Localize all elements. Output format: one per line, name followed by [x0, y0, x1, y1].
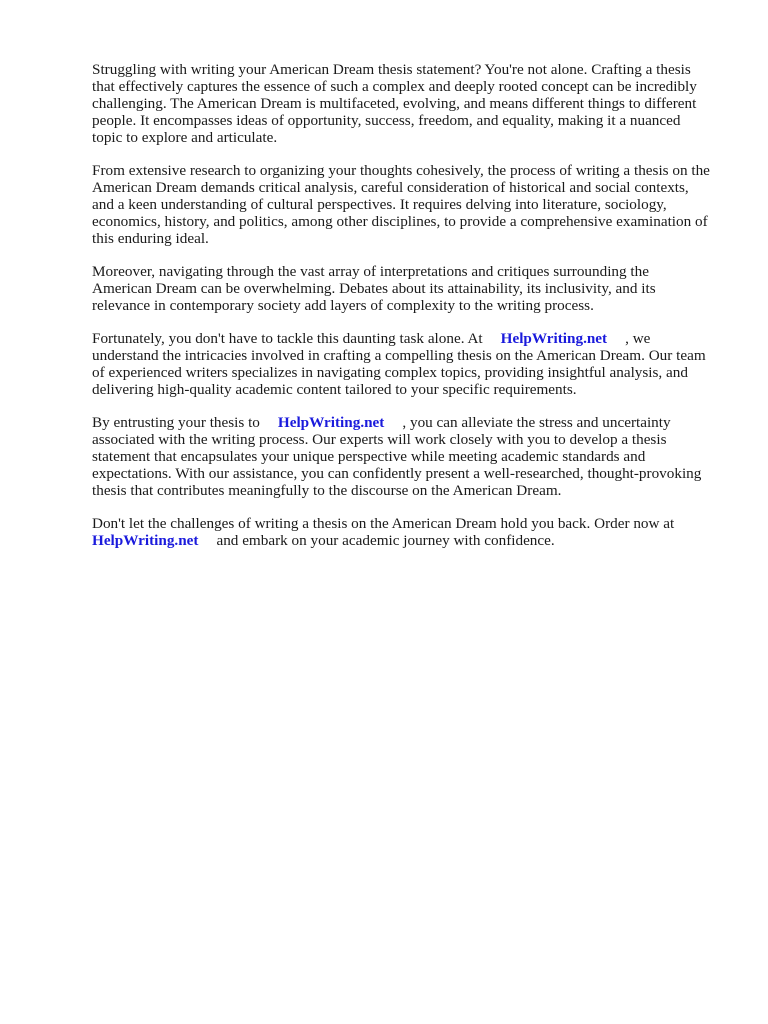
paragraph-intro	[92, 61, 728, 146]
text-line: understand the intricacies involved in crafting a compelling thesis on the American Dream. Our team	[92, 347, 706, 365]
text-line: expectations. With our assistance, you can confidently present a well-researched, thought-provoking	[92, 465, 702, 483]
text-line: statement that encapsulates your unique perspective while meeting academic standards and	[92, 448, 646, 466]
text-line: associated with the writing process. Our experts will work closely with you to develop a thesis	[92, 431, 667, 449]
helpwriting-link[interactable]: HelpWriting.net	[500, 330, 608, 347]
text-line: American Dream demands critical analysis, careful consideration of historical and social contexts,	[92, 179, 689, 197]
text-line: American Dream can be overwhelming. Debates about its attainability, its inclusivity, and its	[92, 280, 656, 298]
helpwriting-link[interactable]: HelpWriting.net	[92, 532, 199, 550]
paragraph-fortunately	[92, 330, 728, 398]
paragraph-call-to-action	[92, 515, 728, 549]
text-line	[92, 414, 728, 431]
text-segment: By entrusting your thesis to	[92, 413, 260, 431]
paragraph-moreover	[92, 263, 728, 314]
text-line: and a keen understanding of cultural perspectives. It requires delving into literature, sociology,	[92, 196, 667, 214]
paragraph-research	[92, 162, 728, 247]
text-segment: and embark on your academic journey with confidence.	[216, 532, 555, 550]
text-line: Struggling with writing your American Dream thesis statement? You're not alone. Crafting a thesis	[92, 61, 691, 78]
text-line: people. It encompasses ideas of opportunity, success, freedom, and equality, making it a nuanced	[92, 112, 681, 130]
text-segment: , we	[625, 330, 651, 347]
text-line: Don't let the challenges of writing a thesis on the American Dream hold you back. Order now at	[92, 515, 675, 533]
text-line: economics, history, and politics, among other disciplines, to provide a comprehensive examination of	[92, 213, 708, 231]
text-line: that effectively captures the essence of such a complex and deeply rooted concept can be incredibly	[92, 78, 697, 96]
helpwriting-link[interactable]: HelpWriting.net	[277, 413, 385, 431]
text-line	[92, 330, 728, 347]
text-line: Moreover, navigating through the vast array of interpretations and critiques surrounding the	[92, 263, 649, 281]
text-line: thesis that contributes meaningfully to the discourse on the American Dream.	[92, 482, 562, 500]
text-line: challenging. The American Dream is multifaceted, evolving, and means different things to different	[92, 95, 697, 113]
text-line: topic to explore and articulate.	[92, 129, 278, 147]
text-line: From extensive research to organizing your thoughts cohesively, the process of writing a thesis on the	[92, 162, 710, 180]
text-line: of experienced writers specializes in navigating complex topics, providing insightful analysis, and	[92, 364, 688, 382]
text-segment: Fortunately, you don't have to tackle this daunting task alone. At	[92, 330, 483, 347]
text-line: delivering high-quality academic content tailored to your specific requirements.	[92, 381, 577, 399]
text-segment: , you can alleviate the stress and uncertainty	[402, 413, 671, 431]
paragraph-entrusting	[92, 414, 728, 499]
document-page	[92, 61, 728, 565]
text-line: this enduring ideal.	[92, 230, 209, 248]
text-line: relevance in contemporary society add layers of complexity to the writing process.	[92, 297, 594, 315]
text-line	[92, 532, 728, 549]
